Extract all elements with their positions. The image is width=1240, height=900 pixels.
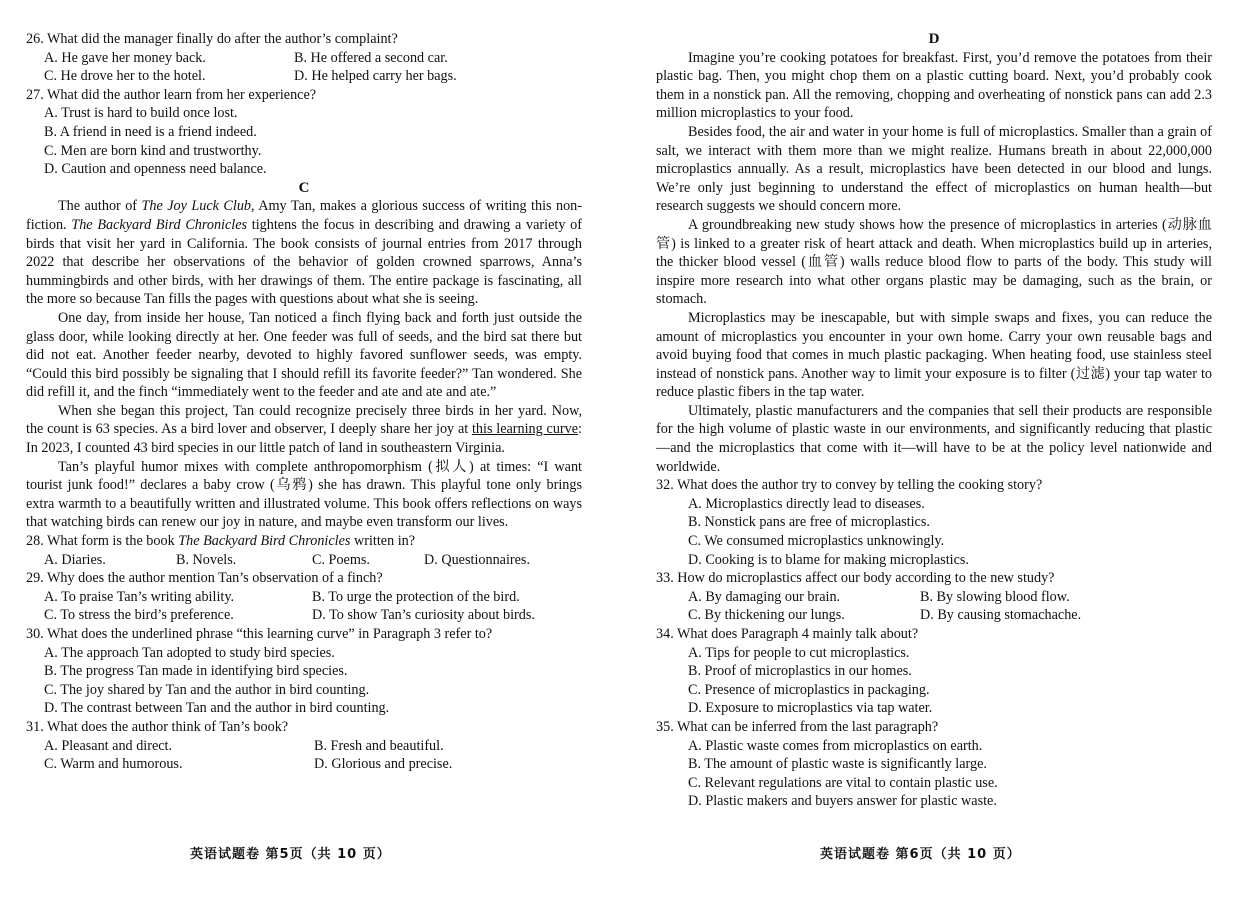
option-c: C. The joy shared by Tan and the author in bird counting. — [44, 681, 370, 698]
question-text: 34. What does Paragraph 4 mainly talk about? — [656, 626, 919, 642]
option-d: D. Questionnaires. — [424, 551, 530, 568]
option-a: A. Tips for people to cut microplastics. — [688, 644, 910, 661]
book-title: The Joy Luck Club — [141, 198, 252, 215]
option-b: B. Fresh and beautiful. — [314, 737, 444, 754]
right-page — [656, 30, 1212, 860]
option-a: A. Plastic waste comes from microplastics on earth. — [688, 737, 983, 754]
option-c: C. Relevant regulations are vital to contain plastic use. — [688, 774, 998, 791]
passage-c-paragraph-2: One day, from inside her house, Tan noticed a finch flying back and forth just outside the glass door, while looking directly at her. One feeder was full of seeds, and the bird sat there but did not eat. Another feeder nearby, devoted to highly favored sunflower seeds, was empty. “Could this bird possibly be signaling that I should refill its favorite feeder?” Tan wondered. She did refill it, and the finch “immediately went to the feeder and ate and ate and ate.” — [26, 309, 582, 401]
question-text: 35. What can be inferred from the last paragraph? — [656, 718, 939, 735]
question-text: 33. How do microplastics affect our body according to the new study? — [656, 570, 1055, 587]
option-d: D. By causing stomachache. — [920, 607, 1082, 624]
question-32 — [656, 476, 1212, 569]
option-a: A. The approach Tan adopted to study bird species. — [44, 644, 335, 661]
option-b: B. Novels. — [176, 551, 237, 568]
option-d: D. Caution and openness need balance. — [44, 161, 267, 178]
option-b: B. To urge the protection of the bird. — [312, 588, 520, 605]
passage-d-paragraph-1: Imagine you’re cooking potatoes for breakfast. First, you’d remove the potatoes from their plastic bag. Then, you might chop them on a plastic cutting board. Next, you’d probably cook them in a nonstick pan. All the removing, chopping and overheating of nonstick pans can add 2.3 million microplastics to your food. — [656, 49, 1212, 122]
option-a: A. To praise Tan’s writing ability. — [44, 588, 235, 605]
section-heading-d: D — [928, 31, 940, 47]
question-31 — [26, 718, 582, 774]
option-d: D. Glorious and precise. — [314, 756, 453, 773]
underlined-phrase: this learning curve — [471, 421, 579, 438]
passage-c-paragraph-1 — [26, 197, 582, 309]
question-27 — [26, 86, 582, 179]
option-c: C. To stress the bird’s preference. — [44, 607, 234, 624]
option-d: D. The contrast between Tan and the author in bird counting. — [44, 700, 390, 717]
question-35 — [656, 718, 1212, 811]
passage-c-paragraph-4: Tan’s playful humor mixes with complete anthropomorphism (拟人) at times: “I want tourist junk food!” declares a baby crow (乌鸦) she has drawn. This playful tone only brings extra warmth to a beautifully written and illustrated volume. This book offers reflections on ways that watching birds can renew our joy in nature, and maybe even transform our lives. — [26, 458, 582, 531]
option-c: C. Warm and humorous. — [44, 756, 183, 773]
left-page — [26, 30, 582, 860]
question-text: 30. What does the underlined phrase “this learning curve” in Paragraph 3 refer to? — [26, 626, 493, 642]
option-a: A. Pleasant and direct. — [44, 737, 173, 754]
option-c: C. We consumed microplastics unknowingly. — [688, 533, 945, 550]
passage-d-paragraph-5: Ultimately, plastic manufacturers and the companies that sell their products are responsible for the high volume of plastic waste in our environments, and significantly reducing that plastic—and the microplastics that come with it—will have to be at the policy level nationwide and worldwide. — [656, 402, 1212, 475]
option-d: D. To show Tan’s curiosity about birds. — [312, 607, 535, 624]
question-text: 31. What does the author think of Tan’s book? — [26, 718, 289, 735]
option-d: D. He helped carry her bags. — [294, 68, 457, 85]
option-c: C. He drove her to the hotel. — [44, 68, 206, 85]
passage-d-paragraph-2: Besides food, the air and water in your home is full of microplastics. Smaller than a grain of salt, we interact with them more than we might realize. Humans breath in about 22,000,000 microplastics annually. As a result, microplastics have been detected in our blood and lungs. We’re only just beginning to understand the effect of microplastics on human health—but research suggests we should concern more. — [656, 123, 1212, 215]
passage-d-paragraph-4: Microplastics may be inescapable, but with simple swaps and fixes, you can reduce the amount of microplastics you encounter in your own home. Carry your own reusable bags and avoid buying food that comes in much plastic packaging. When heating food, use stainless steel instead of nonstick pans. Another way to limit your exposure is to filter (过滤) your tap water to reduce plastic fibers in the tap water. — [656, 309, 1212, 401]
question-26 — [26, 30, 582, 86]
option-b: B. By slowing blood flow. — [920, 588, 1070, 605]
option-c: C. Presence of microplastics in packaging. — [688, 681, 930, 698]
question-29 — [26, 569, 582, 625]
question-text — [26, 532, 582, 551]
question-text: 32. What does the author try to convey by telling the cooking story? — [656, 477, 1043, 494]
option-a: A. Trust is hard to build once lost. — [44, 105, 238, 122]
question-28 — [26, 532, 582, 569]
option-b: B. Proof of microplastics in our homes. — [688, 663, 912, 680]
option-d: D. Cooking is to blame for making microplastics. — [688, 551, 969, 568]
option-a: A. By damaging our brain. — [688, 588, 841, 605]
option-b: B. The amount of plastic waste is significantly large. — [688, 756, 987, 773]
text-run: When she began this project, Tan could recognize precisely three birds in her yard. Now, the count is 63 species. As a bird lover and observer, I deeply share her joy at — [26, 402, 582, 438]
option-c: C. By thickening our lungs. — [688, 607, 845, 624]
passage-d-paragraph-3: A groundbreaking new study shows how the presence of microplastics in arteries (动脉血管) is linked to a greater risk of heart attack and death. When microplastics build up in arteries, the thicker blood vessel (血管) walls reduce blood flow to parts of the body. This study will inspire more research into what other organs plastic may be damaging, such as the brain, or stomach. — [656, 216, 1212, 308]
book-title: The Backyard Bird Chronicles — [178, 533, 351, 550]
option-b: B. A friend in need is a friend indeed. — [44, 123, 257, 140]
question-33 — [656, 569, 1212, 625]
option-b: B. He offered a second car. — [294, 49, 448, 66]
question-30 — [26, 625, 582, 718]
text-run: : In 2023, I counted 43 bird species in our little patch of land in southeastern Virginia. — [26, 421, 582, 457]
passage-c-paragraph-3 — [26, 402, 582, 458]
option-a: A. Diaries. — [44, 551, 106, 568]
option-a: A. He gave her money back. — [44, 49, 206, 66]
question-text: 27. What did the author learn from her experience? — [26, 86, 317, 103]
text-run: The author of — [58, 198, 142, 215]
option-d: D. Plastic makers and buyers answer for plastic waste. — [688, 793, 997, 810]
text-run: written in? — [350, 533, 416, 550]
option-b: B. The progress Tan made in identifying bird species. — [44, 663, 348, 680]
option-c: C. Poems. — [312, 551, 370, 568]
page-footer-right: 英语试题卷 第6页（共 10 页） — [820, 847, 1021, 862]
text-run: , Amy Tan, makes a glorious success of writing this non-fiction. — [26, 198, 582, 233]
question-text: 26. What did the manager finally do after the author’s complaint? — [26, 31, 398, 47]
question-34 — [656, 625, 1212, 718]
text-run: tightens the focus in describing and drawing a variety of birds that visit her yard in California. The book consists of journal entries from 2017 through 2022 that describe her observations of the behavior of golden crowned sparrows, Anna’s hummingbirds and other birds, with her drawings of them. The entire package is fascinating, all the more so because Tan fills the pages with questions about what she is seeing. — [26, 216, 582, 308]
option-b: B. Nonstick pans are free of microplastics. — [688, 514, 930, 531]
section-heading-c: C — [298, 179, 310, 196]
option-d: D. Exposure to microplastics via tap water. — [688, 700, 933, 717]
book-title: The Backyard Bird Chronicles — [71, 216, 248, 233]
text-run: 28. What form is the book — [26, 533, 179, 550]
question-text: 29. Why does the author mention Tan’s observation of a finch? — [26, 570, 383, 587]
page-footer-left: 英语试题卷 第5页（共 10 页） — [190, 847, 391, 862]
option-a: A. Microplastics directly lead to diseases. — [688, 495, 925, 512]
option-c: C. Men are born kind and trustworthy. — [44, 142, 262, 159]
